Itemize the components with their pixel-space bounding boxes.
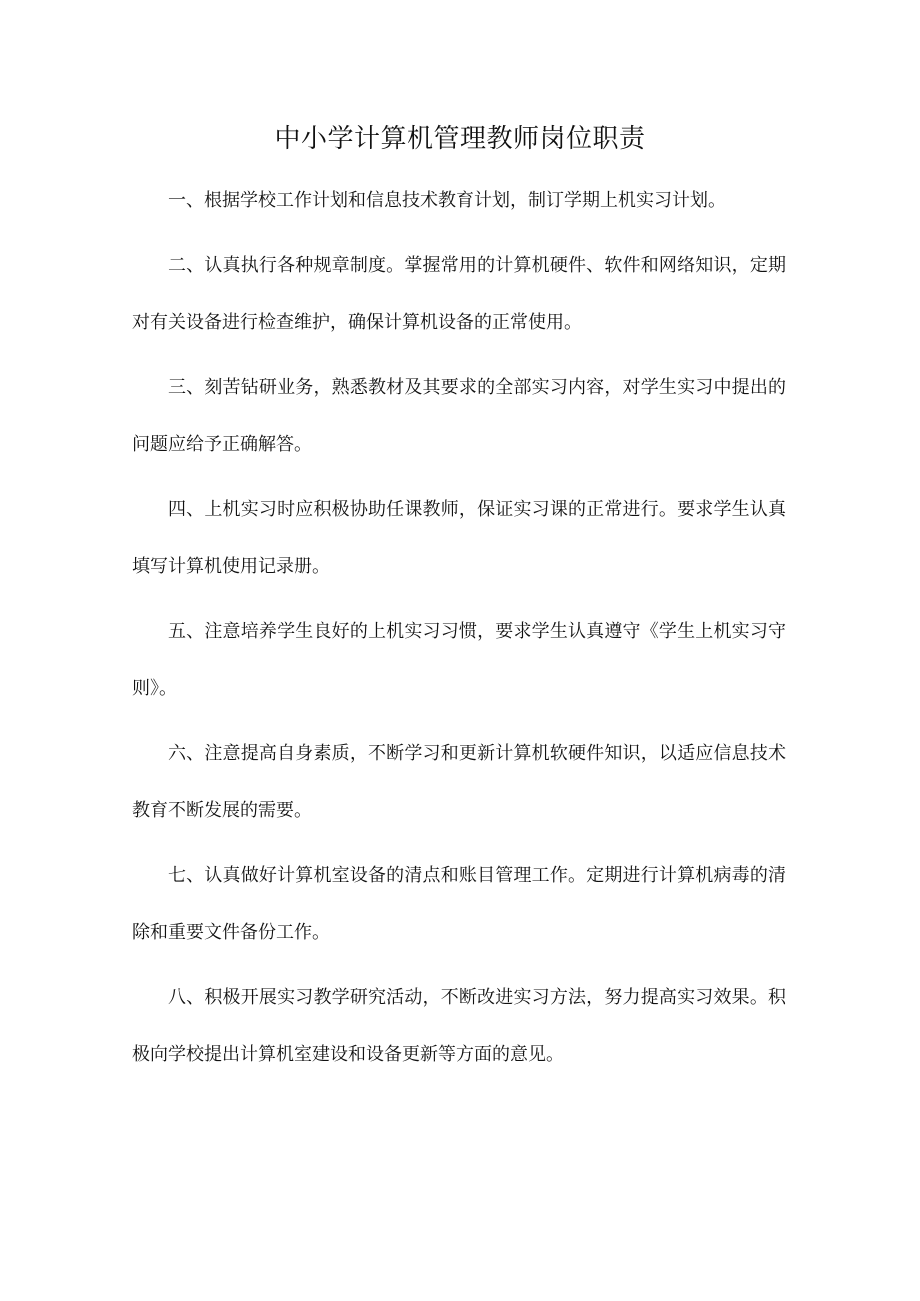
duty-item-4: 四、上机实习时应积极协助任课教师，保证实习课的正常进行。要求学生认真填写计算机使用记录册。 — [132, 499, 786, 577]
document-body — [132, 172, 786, 1091]
duty-item-5: 五、注意培养学生良好的上机实习习惯，要求学生认真遵守《学生上机实习守则》。 — [132, 621, 786, 699]
duty-item-7: 七、认真做好计算机室设备的清点和账目管理工作。定期进行计算机病毒的清除和重要文件备份工作。 — [132, 865, 786, 943]
duty-item-8: 八、积极开展实习教学研究活动，不断改进实习方法，努力提高实习效果。积极向学校提出计算机室建设和设备更新等方面的意见。 — [132, 987, 786, 1065]
duty-item-6: 六、注意提高自身素质，不断学习和更新计算机软硬件知识，以适应信息技术教育不断发展的需要。 — [132, 743, 786, 821]
duty-item-1: 一、根据学校工作计划和信息技术教育计划，制订学期上机实习计划。 — [168, 190, 726, 211]
duty-item-3: 三、刻苦钻研业务，熟悉教材及其要求的全部实习内容，对学生实习中提出的问题应给予正确解答。 — [132, 377, 786, 455]
duty-item-2: 二、认真执行各种规章制度。掌握常用的计算机硬件、软件和网络知识，定期对有关设备进行检查维护，确保计算机设备的正常使用。 — [132, 255, 786, 333]
document-title: 中小学计算机管理教师岗位职责 — [274, 124, 646, 154]
